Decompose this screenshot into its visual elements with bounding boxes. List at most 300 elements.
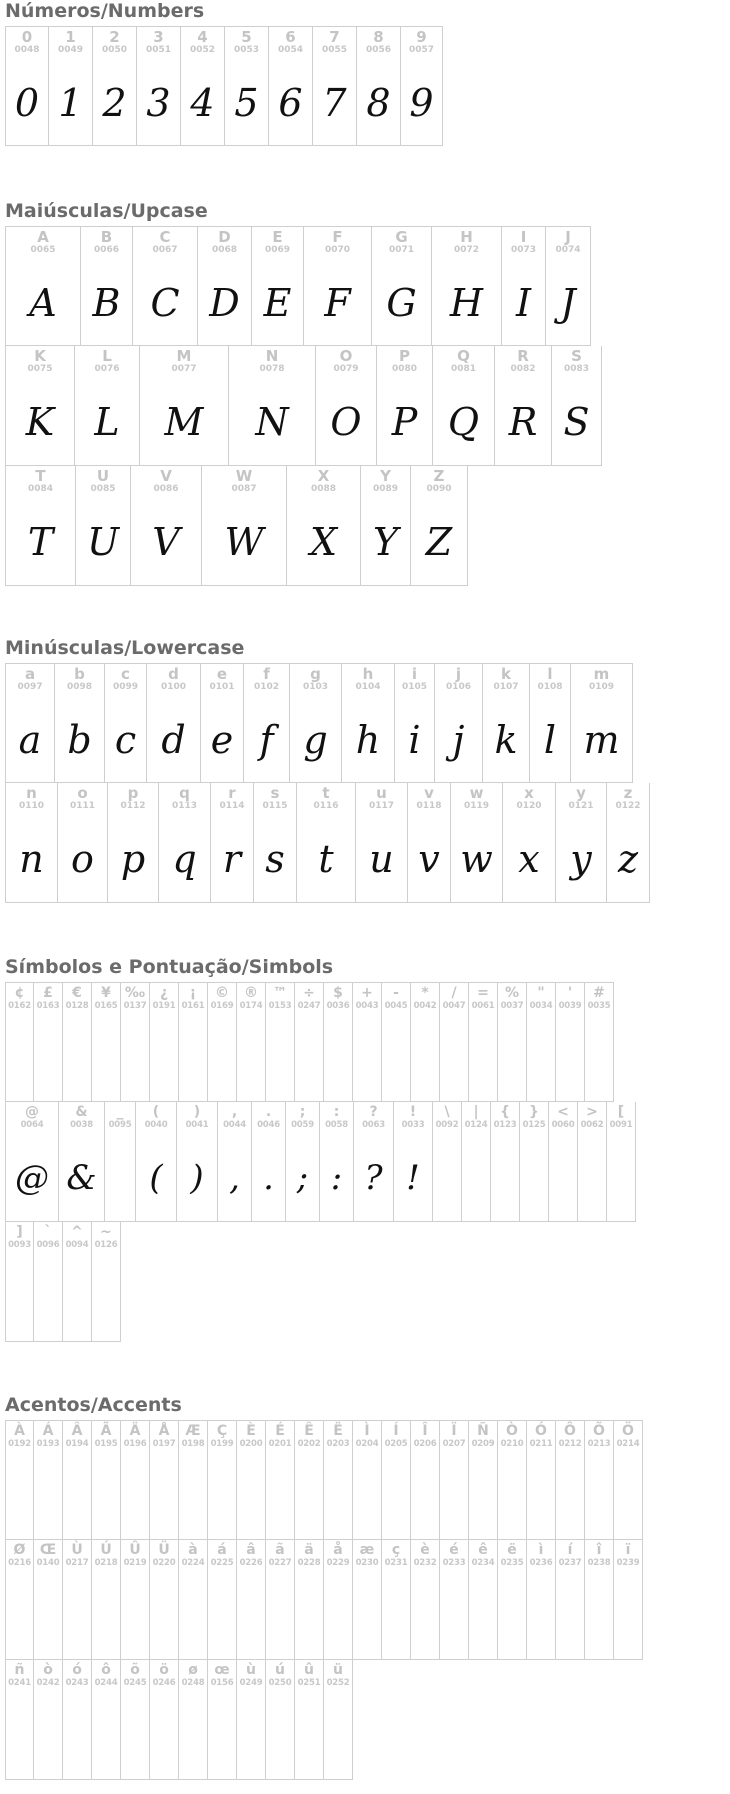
glyph-cell <box>313 26 357 146</box>
glyph-code-label: 0218 <box>94 1558 118 1568</box>
glyph-cell <box>530 663 571 783</box>
glyph-cell <box>208 1660 237 1780</box>
glyph-character-label: T <box>35 467 46 485</box>
section-title: Maiúsculas/Upcase <box>5 200 208 222</box>
glyph-code-label: 0049 <box>57 45 84 55</box>
glyph-character-label: x <box>524 784 534 802</box>
glyph-sample: H <box>449 281 484 325</box>
glyph-sample: p <box>120 837 146 881</box>
glyph-character-label: = <box>477 985 489 1001</box>
glyph-cell <box>266 1420 295 1540</box>
glyph-cell <box>150 1540 179 1660</box>
glyph-code-label: 0108 <box>537 682 563 692</box>
glyph-code-label: 0204 <box>355 1439 379 1449</box>
glyph-sample: a <box>18 718 42 762</box>
glyph-cell <box>354 1102 394 1222</box>
glyph-code-label: 0084 <box>27 484 54 494</box>
glyph-sample: F <box>324 281 351 325</box>
glyph-character-label: M <box>176 347 192 365</box>
glyph-character-label: è <box>420 1542 430 1558</box>
glyph-cell <box>150 1420 179 1540</box>
glyph-cell <box>237 1660 266 1780</box>
glyph-character-label: # <box>593 985 605 1001</box>
glyph-cell <box>5 1540 34 1660</box>
glyph-sample: : <box>330 1158 343 1198</box>
glyph-sample: P <box>391 400 418 444</box>
glyph-character-label: Ã <box>100 1423 112 1439</box>
glyph-character-label: ] <box>16 1224 23 1240</box>
glyph-sample: . <box>263 1158 274 1198</box>
glyph-cell <box>462 1102 491 1222</box>
glyph-character-label: a <box>24 665 36 683</box>
glyph-sample: Z <box>425 520 453 564</box>
glyph-code-label: 0226 <box>239 1558 263 1568</box>
section-numbers <box>5 0 443 146</box>
glyph-cell <box>34 1540 63 1660</box>
glyph-code-label: 0239 <box>616 1558 640 1568</box>
glyph-grid <box>5 982 636 1342</box>
glyph-cell <box>198 226 252 346</box>
glyph-character-label: í <box>567 1542 573 1558</box>
glyph-sample: M <box>164 400 204 444</box>
glyph-cell <box>324 1420 353 1540</box>
glyph-code-label: 0230 <box>355 1558 379 1568</box>
glyph-character-label: o <box>77 784 88 802</box>
glyph-code-label: 0195 <box>94 1439 118 1449</box>
glyph-character-label: X <box>317 467 330 485</box>
glyph-code-label: 0202 <box>297 1439 321 1449</box>
glyph-character-label: ú <box>275 1662 285 1678</box>
glyph-code-label: 0115 <box>262 801 288 811</box>
glyph-code-label: 0194 <box>65 1439 89 1449</box>
glyph-code-label: 0070 <box>324 245 351 255</box>
glyph-character-label: f <box>263 665 270 683</box>
glyph-row <box>5 346 602 466</box>
glyph-character-label: ÷ <box>303 985 315 1001</box>
glyph-cell <box>483 663 530 783</box>
glyph-cell <box>411 1420 440 1540</box>
glyph-cell <box>502 226 546 346</box>
glyph-code-label: 0073 <box>510 245 537 255</box>
glyph-cell <box>382 1420 411 1540</box>
glyph-sample: l <box>543 718 557 762</box>
glyph-cell <box>93 26 137 146</box>
glyph-sample: ? <box>364 1158 383 1198</box>
glyph-code-label: 0091 <box>609 1120 633 1130</box>
section-title: Símbolos e Pontuação/Simbols <box>5 956 334 978</box>
glyph-code-label: 0165 <box>94 1001 118 1011</box>
glyph-character-label: S <box>571 347 582 365</box>
section-symbols <box>5 956 636 1342</box>
glyph-cell <box>469 1540 498 1660</box>
glyph-cell <box>432 226 502 346</box>
glyph-cell <box>81 226 133 346</box>
glyph-cell <box>179 982 208 1102</box>
glyph-character-label: ñ <box>14 1662 25 1678</box>
glyph-code-label: 0210 <box>500 1439 524 1449</box>
glyph-cell <box>498 1420 527 1540</box>
glyph-character-label: k <box>501 665 511 683</box>
glyph-character-label: Ú <box>100 1542 112 1558</box>
glyph-code-label: 0227 <box>268 1558 292 1568</box>
glyph-row <box>5 663 650 783</box>
glyph-cell <box>377 346 433 466</box>
glyph-code-label: 0069 <box>264 245 291 255</box>
glyph-code-label: 0079 <box>333 364 359 374</box>
glyph-character-label: > <box>586 1104 598 1120</box>
glyph-code-label: 0237 <box>558 1558 582 1568</box>
glyph-cell <box>408 783 451 903</box>
glyph-sample: s <box>265 837 285 881</box>
glyph-sample: N <box>255 400 289 444</box>
glyph-cell <box>63 1660 92 1780</box>
glyph-character-label: à <box>188 1542 198 1558</box>
glyph-character-label: p <box>127 784 139 802</box>
glyph-code-label: 0122 <box>615 801 641 811</box>
section-lowercase <box>5 637 650 903</box>
glyph-character-label: Œ <box>39 1542 57 1558</box>
glyph-character-label: ì <box>538 1542 544 1558</box>
glyph-character-label: å <box>333 1542 343 1558</box>
glyph-character-label: ø <box>188 1662 198 1678</box>
glyph-code-label: 0083 <box>563 364 590 374</box>
glyph-code-label: 0101 <box>209 682 235 692</box>
glyph-cell <box>105 1102 136 1222</box>
glyph-character-label: Á <box>42 1423 54 1439</box>
glyph-code-label: 0201 <box>268 1439 292 1449</box>
glyph-code-label: 0228 <box>297 1558 321 1568</box>
glyph-character-label: ¢ <box>14 985 25 1001</box>
glyph-sample: 4 <box>190 81 215 125</box>
glyph-character-label: @ <box>25 1104 39 1120</box>
glyph-code-label: 0035 <box>587 1001 611 1011</box>
glyph-character-label: F <box>332 228 343 246</box>
glyph-cell <box>225 26 269 146</box>
glyph-character-label: 5 <box>241 28 252 46</box>
glyph-character-label: $ <box>333 985 343 1001</box>
glyph-code-label: 0102 <box>253 682 280 692</box>
glyph-cell <box>353 1420 382 1540</box>
glyph-character-label: Q <box>457 347 470 365</box>
glyph-sample: S <box>563 400 590 444</box>
glyph-sample: v <box>418 837 440 881</box>
glyph-cell <box>121 1420 150 1540</box>
glyph-cell <box>498 982 527 1102</box>
section-accents <box>5 1394 643 1780</box>
glyph-code-label: 0081 <box>450 364 477 374</box>
glyph-code-label: 0103 <box>302 682 329 692</box>
glyph-character-label: w <box>469 784 484 802</box>
glyph-character-label: Ü <box>158 1542 170 1558</box>
glyph-code-label: 0140 <box>36 1558 60 1568</box>
glyph-code-label: 0053 <box>233 45 260 55</box>
glyph-character-label: : <box>333 1104 340 1120</box>
glyph-character-label: L <box>102 347 112 365</box>
glyph-cell <box>395 663 435 783</box>
glyph-code-label: 0169 <box>210 1001 234 1011</box>
glyph-character-label: + <box>361 985 373 1001</box>
glyph-code-label: 0205 <box>384 1439 408 1449</box>
glyph-cell <box>411 466 468 586</box>
glyph-cell <box>324 1540 353 1660</box>
glyph-code-label: 0216 <box>8 1558 31 1568</box>
glyph-cell <box>266 982 295 1102</box>
glyph-character-label: [ <box>617 1104 625 1120</box>
glyph-code-label: 0112 <box>120 801 146 811</box>
glyph-character-label: æ <box>359 1542 375 1558</box>
glyph-code-label: 0213 <box>587 1439 611 1449</box>
glyph-code-label: 0071 <box>388 245 415 255</box>
glyph-code-label: 0080 <box>391 364 418 374</box>
glyph-cell <box>237 1540 266 1660</box>
glyph-character-label: ¥ <box>101 985 111 1001</box>
glyph-code-label: 0161 <box>181 1001 205 1011</box>
glyph-cell <box>503 783 556 903</box>
glyph-cell <box>297 783 356 903</box>
glyph-cell <box>287 466 361 586</box>
glyph-code-label: 0174 <box>239 1001 263 1011</box>
glyph-sample: U <box>86 520 120 564</box>
glyph-character-label: ã <box>275 1542 285 1558</box>
glyph-sample: j <box>452 718 465 762</box>
glyph-character-label: & <box>75 1104 88 1120</box>
glyph-cell <box>498 1540 527 1660</box>
glyph-sample: h <box>355 718 381 762</box>
glyph-code-label: 0086 <box>153 484 179 494</box>
glyph-code-label: 0093 <box>8 1240 31 1250</box>
glyph-character-label: Â <box>71 1423 83 1439</box>
glyph-cell <box>208 1420 237 1540</box>
glyph-code-label: 0220 <box>152 1558 176 1568</box>
glyph-cell <box>382 982 411 1102</box>
glyph-code-label: 0056 <box>365 45 392 55</box>
glyph-cell <box>353 1540 382 1660</box>
glyph-code-label: 0219 <box>123 1558 147 1568</box>
glyph-code-label: 0192 <box>8 1439 31 1449</box>
glyph-code-label: 0153 <box>268 1001 292 1011</box>
glyph-character-label: U <box>96 467 110 485</box>
glyph-cell <box>546 226 591 346</box>
glyph-code-label: 0137 <box>123 1001 147 1011</box>
glyph-character-label: œ <box>214 1662 230 1678</box>
glyph-row <box>5 1660 643 1780</box>
glyph-sample: r <box>222 837 242 881</box>
glyph-code-label: 0094 <box>65 1240 89 1250</box>
glyph-cell <box>290 663 342 783</box>
glyph-cell <box>5 346 75 466</box>
glyph-character-label: i <box>411 665 418 683</box>
glyph-character-label: É <box>275 1423 285 1439</box>
glyph-sample: B <box>92 281 121 325</box>
glyph-sample: , <box>229 1158 240 1198</box>
glyph-code-label: 0078 <box>259 364 285 374</box>
glyph-code-label: 0105 <box>401 682 428 692</box>
glyph-cell <box>266 1660 295 1780</box>
glyph-code-label: 0088 <box>310 484 337 494</box>
glyph-cell <box>5 26 49 146</box>
glyph-code-label: 0104 <box>355 682 381 692</box>
glyph-code-label: 0224 <box>181 1558 205 1568</box>
glyph-character-label: Í <box>393 1423 399 1439</box>
glyph-character-label: ö <box>159 1662 169 1678</box>
glyph-cell <box>372 226 432 346</box>
glyph-character-label: Ï <box>451 1423 457 1439</box>
glyph-cell <box>92 1420 121 1540</box>
glyph-code-label: 0232 <box>413 1558 437 1568</box>
glyph-cell <box>469 982 498 1102</box>
glyph-cell <box>63 1222 92 1342</box>
glyph-code-label: 0113 <box>171 801 198 811</box>
glyph-code-label: 0054 <box>277 45 304 55</box>
glyph-code-label: 0198 <box>181 1439 205 1449</box>
glyph-character-label: 2 <box>109 28 120 46</box>
glyph-cell <box>295 982 324 1102</box>
glyph-row <box>5 226 602 346</box>
glyph-cell <box>353 982 382 1102</box>
glyph-code-label: 0090 <box>426 484 452 494</box>
glyph-cell <box>244 663 290 783</box>
glyph-character-label: m <box>593 665 610 683</box>
glyph-character-label: ù <box>246 1662 256 1678</box>
glyph-cell <box>147 663 201 783</box>
glyph-code-label: 0234 <box>471 1558 495 1568</box>
glyph-character-label: € <box>72 985 82 1001</box>
glyph-character-label: b <box>74 665 85 683</box>
glyph-cell <box>286 1102 320 1222</box>
glyph-cell <box>92 1660 121 1780</box>
glyph-sample: 3 <box>146 81 171 125</box>
glyph-character-label: < <box>557 1104 569 1120</box>
glyph-cell <box>5 1102 59 1222</box>
glyph-sample: z <box>617 837 639 881</box>
glyph-cell <box>121 1540 150 1660</box>
glyph-cell <box>218 1102 252 1222</box>
glyph-cell <box>5 663 55 783</box>
glyph-code-label: 0041 <box>185 1120 209 1130</box>
glyph-sample: 5 <box>234 81 259 125</box>
glyph-cell <box>295 1540 324 1660</box>
glyph-sample: g <box>303 718 328 762</box>
glyph-code-label: 0050 <box>101 45 128 55</box>
glyph-sample: e <box>210 718 234 762</box>
glyph-cell <box>179 1540 208 1660</box>
glyph-code-label: 0065 <box>30 245 56 255</box>
glyph-code-label: 0057 <box>408 45 435 55</box>
glyph-cell <box>55 663 105 783</box>
glyph-character-label: J <box>565 228 571 246</box>
glyph-code-label: 0064 <box>20 1120 44 1130</box>
glyph-cell <box>5 783 58 903</box>
glyph-grid <box>5 226 602 586</box>
glyph-character-label: A <box>37 228 49 246</box>
glyph-character-label: ¡ <box>189 985 197 1001</box>
glyph-sample: I <box>515 281 531 325</box>
glyph-character-label: Ñ <box>477 1423 489 1439</box>
glyph-cell <box>5 1420 34 1540</box>
glyph-code-label: 0047 <box>442 1001 466 1011</box>
glyph-code-label: 0098 <box>66 682 93 692</box>
glyph-cell <box>495 346 552 466</box>
glyph-cell <box>58 783 108 903</box>
glyph-cell <box>5 466 76 586</box>
glyph-code-label: 0203 <box>326 1439 350 1449</box>
glyph-cell <box>76 466 131 586</box>
glyph-cell <box>34 1660 63 1780</box>
glyph-code-label: 0119 <box>463 801 490 811</box>
glyph-code-label: 0095 <box>108 1120 132 1130</box>
glyph-sample: 6 <box>278 81 303 125</box>
glyph-character-label: \ <box>444 1104 450 1120</box>
glyph-cell <box>177 1102 218 1222</box>
glyph-sample: R <box>508 400 538 444</box>
glyph-code-label: 0251 <box>297 1678 321 1688</box>
glyph-character-label: r <box>228 784 236 802</box>
glyph-character-label: â <box>246 1542 256 1558</box>
glyph-code-label: 0124 <box>464 1120 488 1130</box>
glyph-cell <box>121 982 150 1102</box>
glyph-cell <box>150 1660 179 1780</box>
glyph-cell <box>527 1420 556 1540</box>
glyph-character-label: D <box>218 228 231 246</box>
glyph-code-label: 0123 <box>493 1120 517 1130</box>
glyph-code-label: 0044 <box>223 1120 246 1130</box>
glyph-character-label: ` <box>44 1224 52 1240</box>
glyph-character-label: c <box>121 665 130 683</box>
glyph-character-label: Ä <box>129 1423 141 1439</box>
glyph-cell <box>5 226 81 346</box>
glyph-row <box>5 1102 636 1222</box>
glyph-code-label: 0126 <box>94 1240 118 1250</box>
glyph-sample: G <box>386 281 417 325</box>
glyph-cell <box>571 663 633 783</box>
glyph-character-label: Õ <box>593 1423 605 1439</box>
glyph-cell <box>607 783 650 903</box>
glyph-code-label: 0060 <box>551 1120 575 1130</box>
glyph-character-label: v <box>424 784 434 802</box>
glyph-character-label: 0 <box>21 28 33 46</box>
glyph-character-label: 1 <box>65 28 76 46</box>
glyph-character-label: . <box>265 1104 272 1120</box>
glyph-sample: f <box>259 718 274 762</box>
glyph-sample: Y <box>372 520 399 564</box>
glyph-cell <box>401 26 443 146</box>
glyph-code-label: 0066 <box>93 245 120 255</box>
glyph-cell <box>440 1540 469 1660</box>
glyph-code-label: 0099 <box>112 682 139 692</box>
glyph-code-label: 0055 <box>321 45 348 55</box>
glyph-sample: u <box>369 837 394 881</box>
glyph-code-label: 0085 <box>90 484 116 494</box>
glyph-code-label: 0077 <box>171 364 197 374</box>
glyph-sample: Q <box>447 400 480 444</box>
glyph-cell <box>202 466 287 586</box>
glyph-code-label: 0058 <box>325 1120 348 1130</box>
glyph-cell <box>150 982 179 1102</box>
glyph-character-label: * <box>421 985 429 1001</box>
glyph-character-label: { <box>500 1104 510 1120</box>
glyph-sample: ( <box>149 1158 163 1198</box>
glyph-character-label: s <box>270 784 280 802</box>
glyph-character-label: n <box>26 784 37 802</box>
glyph-cell <box>556 1540 585 1660</box>
glyph-character-label: ¿ <box>159 985 169 1001</box>
glyph-character-label: B <box>100 228 113 246</box>
glyph-character-label: Û <box>129 1542 141 1558</box>
glyph-character-label: z <box>623 784 633 802</box>
glyph-code-label: 0233 <box>442 1558 466 1568</box>
glyph-character-label: ê <box>478 1542 488 1558</box>
glyph-cell <box>34 982 63 1102</box>
